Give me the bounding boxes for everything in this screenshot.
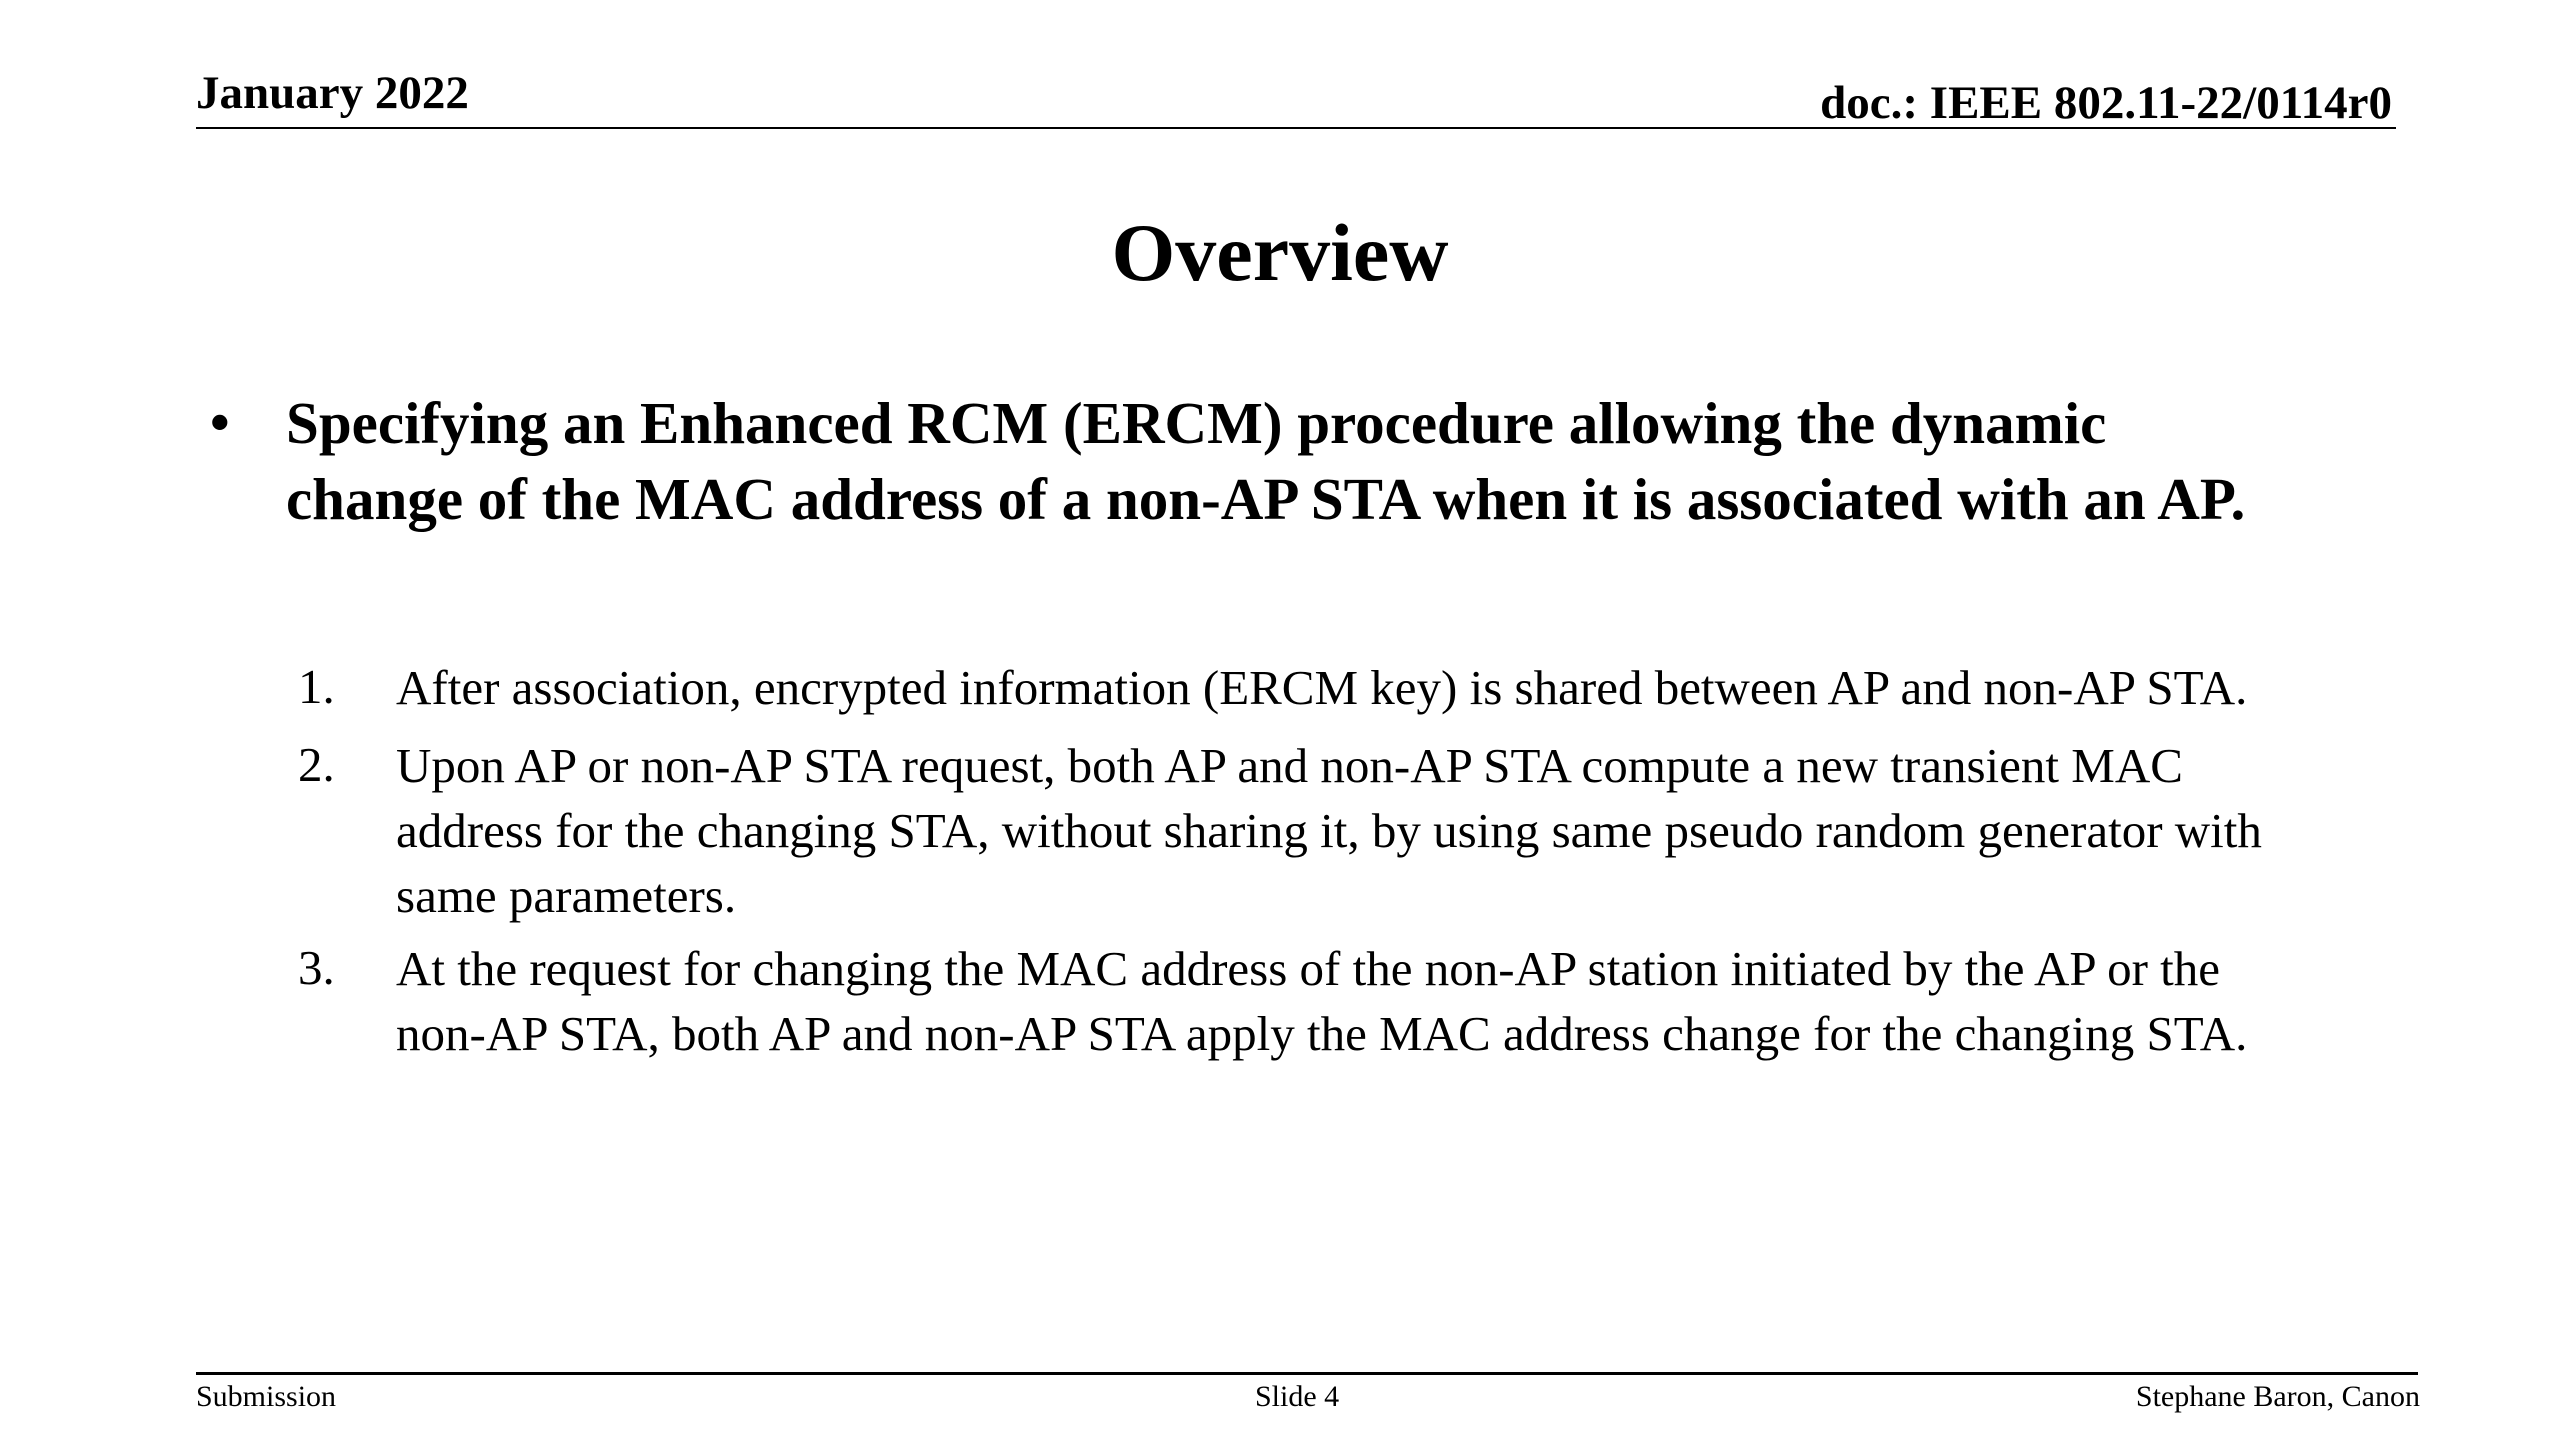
list-item [396, 655, 2496, 720]
footer-author: Stephane Baron, Canon [2135, 1380, 2420, 1413]
list-item-line: same parameters. [396, 868, 737, 923]
list-item-line: non-AP STA, both AP and non-AP STA apply the MAC address change for the changing STA. [396, 1006, 2248, 1061]
main-bullet-line: Specifying an Enhanced RCM (ERCM) procedure allowing the dynamic [286, 390, 2107, 456]
list-item [396, 936, 2496, 1066]
main-bullet [286, 385, 2506, 537]
list-item-line: address for the changing STA, without sharing it, by using same pseudo random generator with [396, 803, 2262, 858]
list-item-line: After association, encrypted information (ERCM key) is shared between AP and non-AP STA. [396, 660, 2248, 715]
header-divider [196, 127, 2396, 129]
footer-slide-number: Slide 4 [1255, 1380, 1340, 1413]
slide-title: Overview [1111, 207, 1449, 298]
main-bullet-line: change of the MAC address of a non-AP STA when it is associated with an AP. [286, 466, 2246, 532]
header-doc-id: doc.: IEEE 802.11-22/0114r0 [1820, 77, 2392, 129]
footer-submission: Submission [196, 1380, 337, 1413]
list-item-number: 1. [298, 659, 335, 714]
list-item-line: At the request for changing the MAC address of the non-AP station initiated by the AP or the [396, 941, 2221, 996]
list-item-number: 2. [298, 737, 335, 792]
list-item-number: 3. [298, 940, 335, 995]
list-item-line: Upon AP or non-AP STA request, both AP and non-AP STA compute a new transient MAC [396, 738, 2183, 793]
footer-divider [196, 1372, 2418, 1375]
list-item [396, 733, 2496, 928]
header-date: January 2022 [196, 67, 469, 119]
bullet-icon: • [210, 392, 230, 454]
